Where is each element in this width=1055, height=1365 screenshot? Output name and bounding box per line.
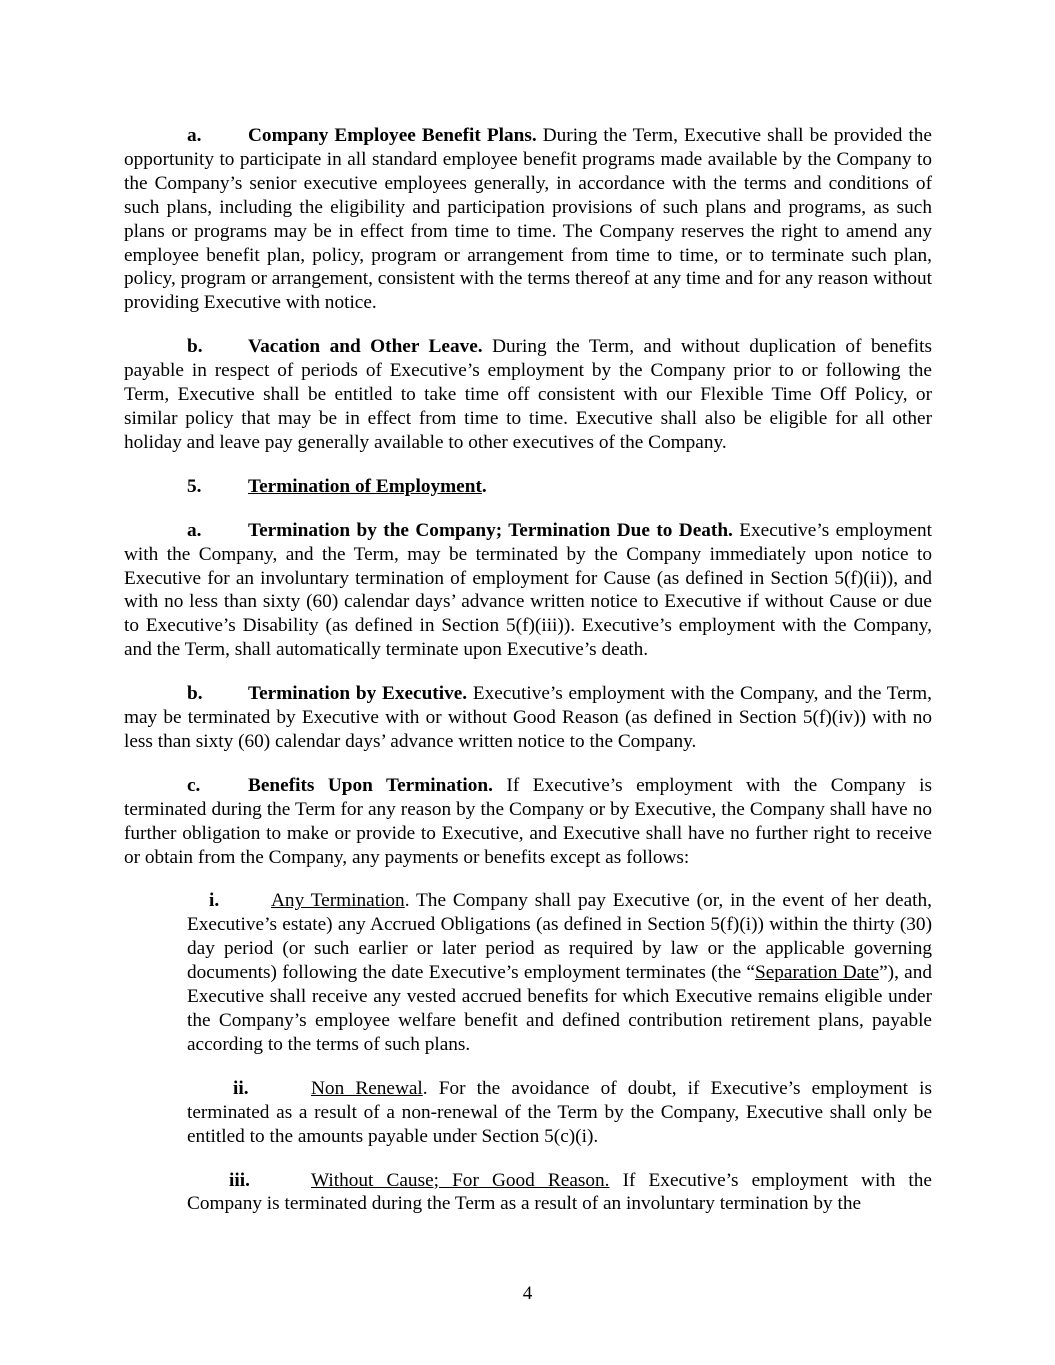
paragraph-benefit-plans — [124, 124, 932, 315]
paragraph-marker: a. — [187, 125, 202, 146]
paragraph-heading: Termination by the Company; Termination Due to Death. — [248, 519, 733, 541]
subparagraph-marker: ii. — [233, 1077, 249, 1099]
subparagraph-text: . The Company shall pay Executive (or, in the event of her death, Executive’s estate) any Accrued Obligations (as defined in Section 5(f)(i)) within the thirty (30) day period (or such earlier or later period as required by law or the applicable governing documents) following the date Executive’s employment terminates (the “ — [187, 890, 932, 984]
paragraph-heading: Company Employee Benefit Plans. — [248, 125, 537, 146]
subparagraph-text: ”), and Executive shall receive any vested accrued benefits for which Executive remains eligible under the Company’s employee welfare benefit and defined contribution retirement plans, payable according to the terms of such plans. — [187, 962, 933, 1055]
subparagraph-marker: iii. — [229, 1169, 250, 1191]
subparagraph-title: Any Termination — [271, 890, 405, 912]
paragraph-text: If Executive’s employment with the Company is terminated during the Term for any reason by the Company or by Executive, the Company shall have no further obligation to make or provide to Executive, and Executive shall have no further right to receive or obtain from the Company, any payments or benefits except as follows: — [124, 774, 933, 868]
paragraph-heading: Termination by Executive. — [248, 683, 468, 705]
defined-term: Separation Date — [754, 962, 880, 984]
paragraph-heading: Benefits Upon Termination. — [248, 774, 493, 796]
paragraph-marker: b. — [187, 683, 203, 705]
paragraph-termination-by-executive — [124, 682, 932, 754]
section-title: Termination of Employment — [248, 475, 482, 497]
subparagraph-title: Without Cause; For Good Reason. — [311, 1169, 610, 1191]
paragraph-termination-by-company — [124, 519, 932, 662]
subparagraph-title: Non Renewal — [311, 1077, 423, 1099]
paragraph-text: Executive’s employment with the Company, and the Term, may be terminated by Executive with or without Good Reason (as defined in Section 5(f)(iv)) with no less than sixty (60) calendar days’ advance written notice to the Company. — [124, 683, 932, 752]
section-heading-termination — [124, 475, 932, 499]
section-number: 5. — [187, 475, 202, 497]
paragraph-text: Executive’s employment with the Company, and the Term, may be terminated by the Company immediately upon notice to Executive for an involuntary termination of employment for Cause (as defined in Section 5(f)(ii)), and with no less than sixty (60) calendar days’ advance written notice to Executive if without Cause or due to Executive’s Disability (as defined in Section 5(f)(iii)). Executive’s employment with the Company, and the Term, shall automatically terminate upon Executive’s death. — [124, 519, 932, 661]
paragraph-marker: a. — [187, 519, 202, 541]
subparagraph-any-termination — [187, 889, 932, 1056]
subparagraph-without-cause — [187, 1169, 932, 1217]
page-number: 4 — [522, 1283, 533, 1304]
paragraph-marker: b. — [187, 336, 203, 358]
subparagraph-non-renewal — [187, 1077, 932, 1149]
subparagraph-text: If Executive’s employment with the Company is terminated during the Term as a result of an involuntary termination by the — [187, 1169, 932, 1215]
section-title-period: . — [481, 475, 487, 497]
paragraph-vacation-leave — [124, 335, 932, 455]
paragraph-text: During the Term, and without duplication of benefits payable in respect of periods of Executive’s employment by the Company prior to or following the Term, Executive shall be entitled to take time off consistent with our Flexible Time Off Policy, or similar policy that may be in effect from time to time. Executive shall also be eligible for all other holiday and leave pay generally available to other executives of the Company. — [124, 336, 932, 453]
paragraph-benefits-upon-termination — [124, 774, 932, 870]
paragraph-text: During the Term, Executive shall be provided the opportunity to participate in all standard employee benefit programs made available by the Company to the Company’s senior executive employees generally, in accordance with the terms and conditions of such plans, including the eligibility and participation provisions of such plans and programs, as such plans or programs may be in effect from time to time. The Company reserves the right to amend any employee benefit plan, policy, program or arrangement from time to time, or to terminate such plan, policy, program or arrangement, consistent with the terms thereof at any time and for any reason without providing Executive with notice. — [124, 125, 932, 314]
paragraph-marker: c. — [187, 774, 201, 796]
subparagraph-marker: i. — [209, 890, 220, 912]
paragraph-heading: Vacation and Other Leave. — [248, 336, 483, 358]
subparagraph-text: . For the avoidance of doubt, if Executive’s employment is terminated as a result of a non-renewal of the Term by the Company, Executive shall only be entitled to the amounts payable under Section 5(c)(i). — [187, 1077, 933, 1147]
